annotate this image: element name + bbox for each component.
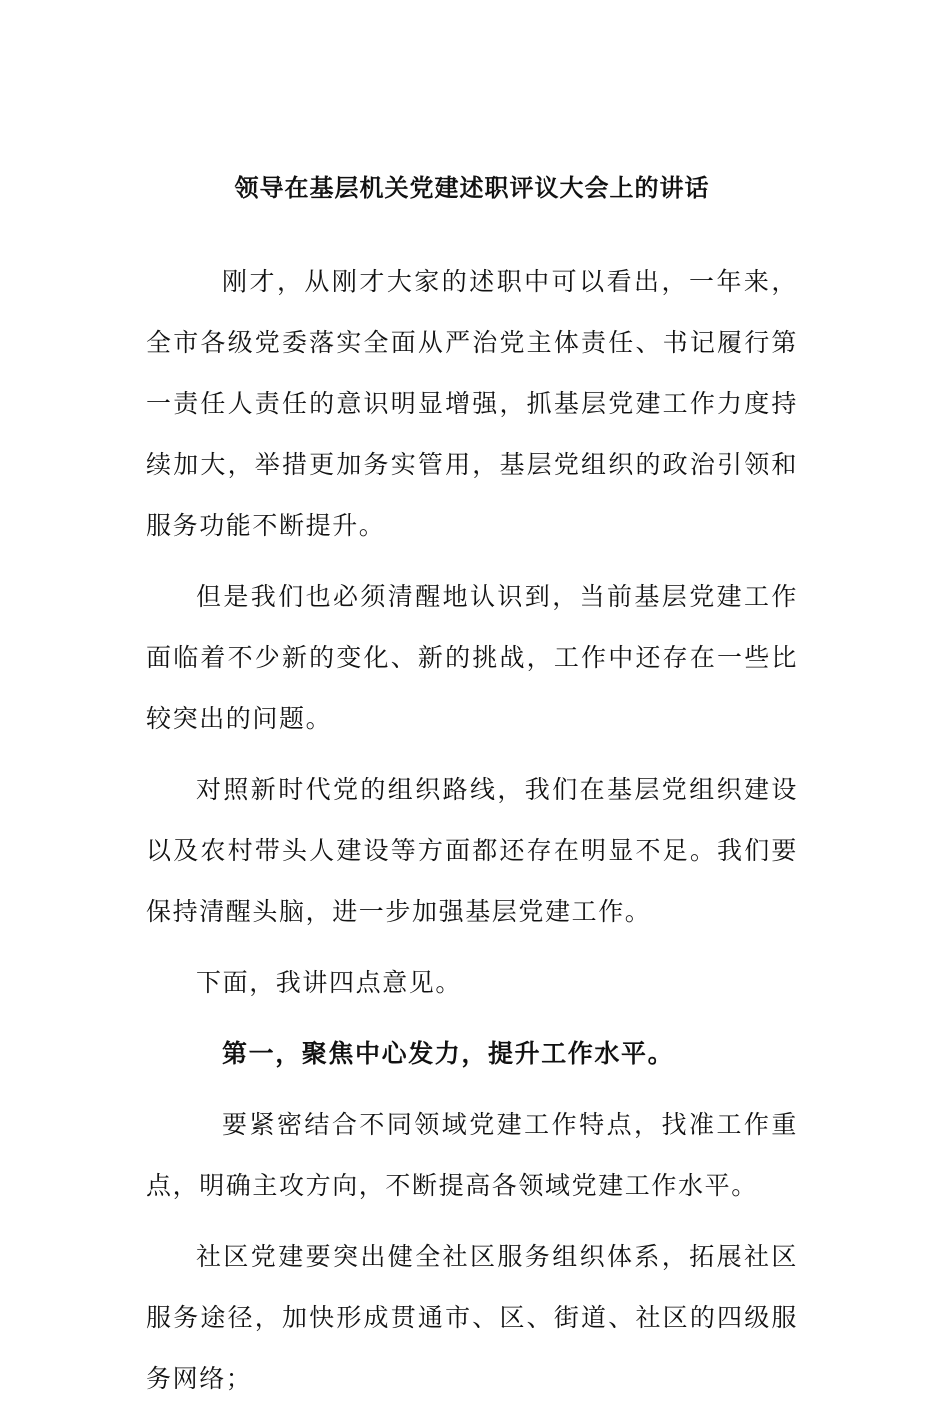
section-paragraph-2: 社区党建要突出健全社区服务组织体系，拓展社区服务途径，加快形成贯通市、区、街道、社区的四级服务网络； — [146, 1242, 798, 1393]
paragraph-3: 对照新时代党的组织路线，我们在基层党组织建设以及农村带头人建设等方面都还存在明显不足。我们要保持清醒头脑，进一步加强基层党建工作。 — [146, 775, 798, 926]
document-body — [146, 168, 798, 1409]
section-heading: 第一，聚焦中心发力，提升工作水平。 — [222, 1039, 675, 1068]
document-title: 领导在基层机关党建述职评议大会上的讲话 — [234, 173, 710, 202]
paragraph-2: 但是我们也必须清醒地认识到，当前基层党建工作面临着不少新的变化、新的挑战，工作中还存在一些比较突出的问题。 — [146, 582, 798, 733]
paragraph-4: 下面，我讲四点意见。 — [196, 968, 463, 997]
paragraph-1: 刚才，从刚才大家的述职中可以看出，一年来，全市各级党委落实全面从严治党主体责任、书记履行第一责任人责任的意识明显增强，抓基层党建工作力度持续加大，举措更加务实管用，基层党组织的政治引领和服务功能不断提升。 — [146, 267, 798, 540]
section-paragraph-1: 要紧密结合不同领域党建工作特点，找准工作重点，明确主攻方向，不断提高各领域党建工作水平。 — [146, 1110, 798, 1200]
